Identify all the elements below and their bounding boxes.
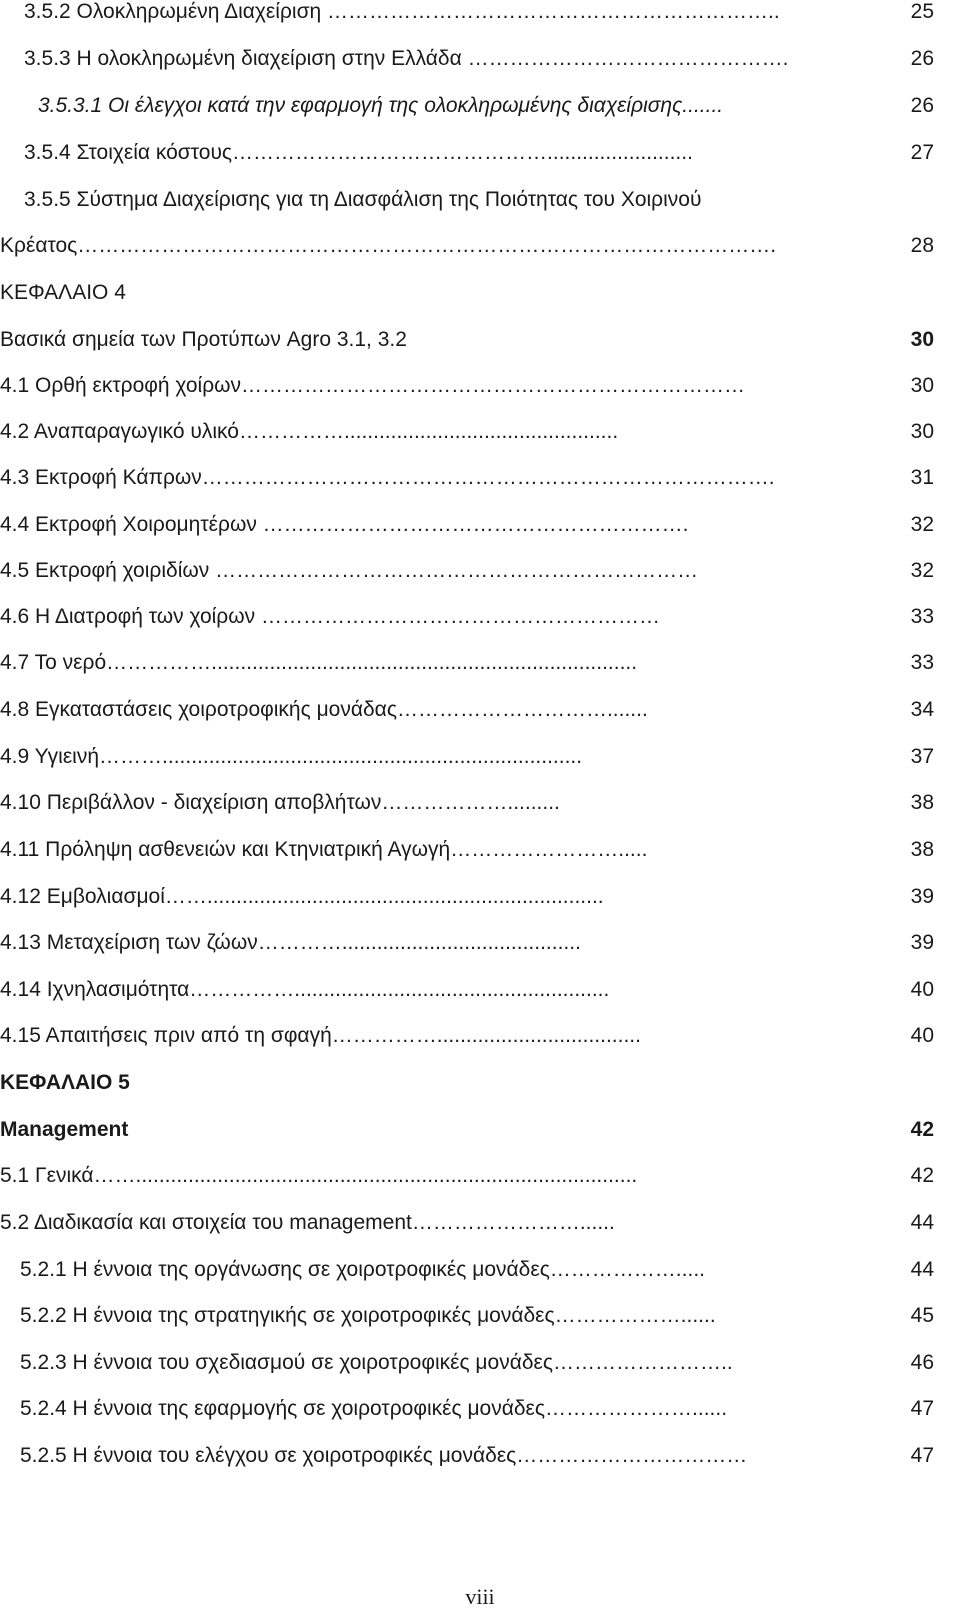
toc-entry-page: 38 bbox=[910, 838, 934, 861]
toc-entry-3-5-3 bbox=[0, 42, 960, 76]
toc-entry-page: 32 bbox=[910, 559, 934, 582]
toc-entry-label: 4.15 Απαιτήσεις πριν από τη σφαγή……………................................... bbox=[0, 1024, 641, 1047]
toc-entry-page: 45 bbox=[910, 1304, 934, 1327]
toc-entry-page: 26 bbox=[910, 94, 934, 117]
toc-entry-page: 26 bbox=[910, 47, 934, 70]
toc-entry-3-5-4 bbox=[0, 136, 960, 170]
toc-chapter-5-title bbox=[0, 1113, 960, 1147]
toc-entry-page: 30 bbox=[910, 328, 934, 351]
toc-entry-4-2 bbox=[0, 415, 960, 449]
toc-entry-label: 4.10 Περιβάλλον - διαχείριση αποβλήτων………………......... bbox=[0, 791, 560, 814]
toc-entry-page: 40 bbox=[910, 1024, 934, 1047]
toc-entry-label: 5.2 Διαδικασία και στοιχεία του management……………………...... bbox=[0, 1211, 615, 1234]
page-number: viii bbox=[465, 1584, 495, 1609]
toc-entry-label: 4.9 Υγιεινή………........................................................................ bbox=[0, 745, 583, 768]
toc-entry-4-3 bbox=[0, 461, 960, 495]
toc-chapter-title: Βασικά σημεία των Προτύπων Agro 3.1, 3.2 bbox=[0, 328, 407, 351]
toc-entry-4-14 bbox=[0, 973, 960, 1007]
toc-entry-page: 44 bbox=[910, 1258, 934, 1281]
toc-entry-label: 3.5.5 Σύστημα Διαχείρισης για τη Διασφάλιση της Ποιότητας του Χοιρινού bbox=[24, 188, 702, 211]
toc-entry-label: 4.6 Η Διατροφή των χοίρων ………………………………………………… bbox=[0, 605, 660, 628]
toc-entry-label: 3.5.3 Η ολοκληρωμένη διαχείριση στην Ελλάδα ………………………………………. bbox=[24, 47, 789, 70]
toc-entry-4-6 bbox=[0, 600, 960, 634]
toc-entry-label: 4.2 Αναπαραγωγικό υλικό……………............................................... bbox=[0, 420, 619, 443]
toc-entry-4-13 bbox=[0, 926, 960, 960]
toc-entry-page: 37 bbox=[910, 745, 934, 768]
toc-entry-5-1 bbox=[0, 1159, 960, 1193]
toc-entry-page: 34 bbox=[910, 698, 934, 721]
toc-entry-label: 5.2.1 Η έννοια της οργάνωσης σε χοιροτροφικές μονάδες………………..... bbox=[20, 1258, 705, 1281]
toc-entry-4-11 bbox=[0, 833, 960, 867]
toc-entry-page: 30 bbox=[910, 420, 934, 443]
toc-entry-page: 32 bbox=[910, 513, 934, 536]
toc-entry-label: 5.2.4 Η έννοια της εφαρμογής σε χοιροτροφικές μονάδες…………………...... bbox=[20, 1397, 728, 1420]
toc-entry-4-9 bbox=[0, 740, 960, 774]
toc-entry-page: 31 bbox=[910, 466, 934, 489]
toc-entry-page: 40 bbox=[910, 978, 934, 1001]
toc-entry-label: 4.12 Εμβολιασμοί…….................................................................... bbox=[0, 885, 604, 908]
toc-entry-4-7 bbox=[0, 646, 960, 680]
toc-entry-label: 5.1 Γενικά……...................................................................................... bbox=[0, 1164, 638, 1187]
toc-chapter-5 bbox=[0, 1066, 960, 1100]
toc-entry-5-2-2 bbox=[0, 1299, 960, 1333]
toc-entry-3-5-2 bbox=[0, 0, 960, 29]
toc-entry-label: 4.5 Εκτροφή χοιριδίων …………………………………………………………… bbox=[0, 559, 699, 582]
toc-entry-page: 33 bbox=[910, 605, 934, 628]
toc-entry-page: 39 bbox=[910, 885, 934, 908]
toc-entry-page: 46 bbox=[910, 1351, 934, 1374]
toc-entry-4-15 bbox=[0, 1019, 960, 1053]
toc-entry-5-2 bbox=[0, 1206, 960, 1240]
toc-entry-page: 33 bbox=[910, 651, 934, 674]
toc-entry-label: 4.1 Ορθή εκτροφή χοίρων……………………………………………………………… bbox=[0, 374, 746, 397]
toc-chapter-4 bbox=[0, 276, 960, 310]
toc-entry-3-5-5 bbox=[0, 183, 960, 217]
toc-entry-page: 42 bbox=[910, 1164, 934, 1187]
toc-entry-4-1 bbox=[0, 369, 960, 403]
toc-entry-label: 5.2.5 Η έννοια του ελέγχου σε χοιροτροφικές μονάδες…………………………… bbox=[20, 1444, 748, 1467]
toc-entry-label: 3.5.2 Ολοκληρωμένη Διαχείριση ……………………………………………………….. bbox=[24, 0, 780, 23]
toc-entry-label: 4.4 Εκτροφή Χοιρομητέρων ……………………………………………………. bbox=[0, 513, 689, 536]
toc-entry-label: Κρέατος………………………………………………………………………………………. bbox=[0, 234, 777, 257]
toc-entry-label: 4.11 Πρόληψη ασθενειών και Κτηνιατρική Αγωγή……………………..... bbox=[0, 838, 648, 861]
toc-entry-page: 42 bbox=[910, 1118, 934, 1141]
toc-entry-label: 4.7 Το νερό……………......................................................................... bbox=[0, 651, 638, 674]
toc-entry-label: 5.2.2 Η έννοια της στρατηγικής σε χοιροτροφικές μονάδες………………...... bbox=[20, 1304, 716, 1327]
toc-entry-label: 4.3 Εκτροφή Κάπρων………………………………………………………………………. bbox=[0, 466, 775, 489]
toc-entry-page: 47 bbox=[910, 1444, 934, 1467]
toc-entry-5-2-5 bbox=[0, 1439, 960, 1473]
toc-entry-5-2-3 bbox=[0, 1346, 960, 1380]
toc-chapter-title: Management bbox=[0, 1118, 129, 1141]
toc-entry-4-4 bbox=[0, 508, 960, 542]
toc-entry-label: 5.2.3 Η έννοια του σχεδιασμού σε χοιροτροφικές μονάδες…………………….. bbox=[20, 1351, 733, 1374]
toc-entry-label: 3.5.4 Στοιχεία κόστους………………………………………......................... bbox=[24, 141, 693, 164]
toc-entry-4-12 bbox=[0, 880, 960, 914]
toc-entry-page: 47 bbox=[910, 1397, 934, 1420]
toc-entry-page: 38 bbox=[910, 791, 934, 814]
toc-entry-label: 4.14 Ιχνηλασιμότητα……………...................................................... bbox=[0, 978, 610, 1001]
toc-chapter-label: ΚΕΦΑΛΑΙΟ 4 bbox=[0, 281, 126, 304]
toc-entry-page: 25 bbox=[910, 0, 934, 23]
toc-entry-page: 28 bbox=[910, 234, 934, 257]
toc-entry-label: 3.5.3.1 Οι έλεγχοι κατά την εφαρμογή της ολοκληρωμένης διαχείρισης....... bbox=[38, 94, 724, 117]
toc-entry-3-5-3-1 bbox=[0, 89, 960, 123]
toc-entry-page: 27 bbox=[910, 141, 934, 164]
toc-entry-4-5 bbox=[0, 554, 960, 588]
toc-entry-5-2-1 bbox=[0, 1253, 960, 1287]
toc-entry-5-2-4 bbox=[0, 1392, 960, 1426]
toc-entry-3-5-5-cont bbox=[0, 229, 960, 263]
toc-entry-page: 44 bbox=[910, 1211, 934, 1234]
toc-entry-4-8 bbox=[0, 693, 960, 727]
toc-chapter-label: ΚΕΦΑΛΑΙΟ 5 bbox=[0, 1071, 130, 1094]
toc-entry-label: 4.13 Μεταχείριση των ζώων…………......................................... bbox=[0, 931, 581, 954]
toc-entry-label: 4.8 Εγκαταστάσεις χοιροτροφικής μονάδας…………………………....... bbox=[0, 698, 648, 721]
toc-chapter-4-title bbox=[0, 323, 960, 357]
toc-entry-4-10 bbox=[0, 786, 960, 820]
toc-entry-page: 30 bbox=[910, 374, 934, 397]
toc-entry-page: 39 bbox=[910, 931, 934, 954]
